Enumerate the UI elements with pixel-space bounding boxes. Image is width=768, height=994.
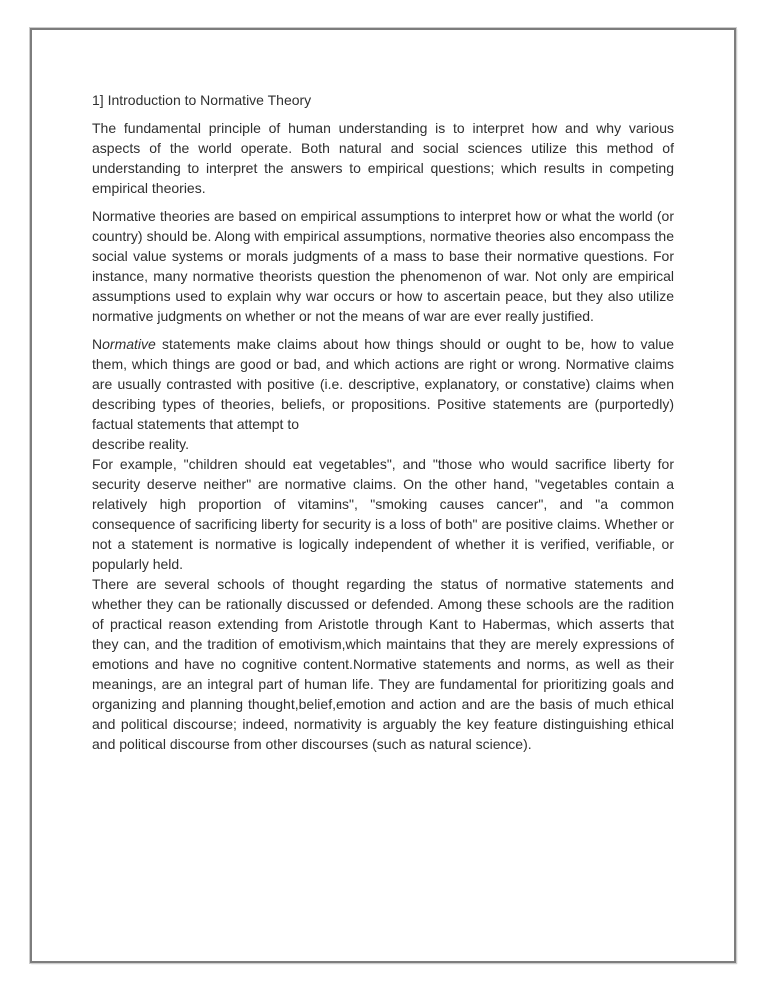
page-content bbox=[92, 90, 674, 754]
text-segment: Normative theories are based on empirical assumptions to interpret how or what the world (or country) should be. Along with empirical assumptions, normative theories also encompass the social value systems or morals judgments of a mass to base their normative questions. For instance, many normative theorists question the phenomenon of war. Not only are empirical assumptions used to explain why war occurs or how to ascertain peace, but they also utilize normative judgments on whether or not the means of war are ever really justified. bbox=[92, 208, 674, 324]
para-examples bbox=[92, 454, 674, 574]
para-normative-theories bbox=[92, 206, 674, 326]
para-normative-statements bbox=[92, 334, 674, 454]
document-heading: 1] Introduction to Normative Theory bbox=[92, 92, 312, 108]
text-segment: describe reality. bbox=[92, 436, 190, 452]
text-segment: For example, "children should eat vegetables", and "those who would sacrifice liberty for security deserve neither" are normative claims. On the other hand, "vegetables contain a relatively high proportion of vitamins", "smoking causes cancer", and "a common consequence of sacrificing liberty for security is a loss of both" are positive claims. Whether or not a statement is normative is logically independent of whether it is verified, verifiable, or popularly held. bbox=[92, 456, 674, 572]
text-segment: ormative bbox=[102, 336, 156, 352]
document-body bbox=[92, 118, 674, 754]
para-schools-of-thought bbox=[92, 574, 674, 754]
text-segment: N bbox=[92, 336, 103, 352]
page-frame bbox=[30, 28, 736, 963]
text-segment: statements make claims about how things should or ought to be, how to value them, which things are good or bad, and which actions are right or wrong. Normative claims are usually contrasted with positive (i.e. descriptive, explanatory, or constative) claims when describing types of theories, beliefs, or propositions. Positive statements are (purportedly) factual statements that attempt to bbox=[92, 336, 674, 432]
text-segment: There are several schools of thought regarding the status of normative statements and whether they can be rationally discussed or defended. Among these schools are the radition of practical reason extending from Aristotle through Kant to Habermas, which asserts that they can, and the tradition of emotivism,which maintains that they are merely expressions of emotions and have no cognitive content.Normative statements and norms, as well as their meanings, are an integral part of human life. They are fundamental for prioritizing goals and organizing and planning thought,belief,emotion and action and are the basis of much ethical and political discourse; indeed, normativity is arguably the key feature distinguishing ethical and political discourse from other discourses (such as natural science). bbox=[92, 576, 674, 752]
para-human-understanding bbox=[92, 118, 674, 198]
text-segment: The fundamental principle of human understanding is to interpret how and why various aspects of the world operate. Both natural and social sciences utilize this method of understanding to interpret the answers to empirical questions; which results in competing empirical theories. bbox=[92, 120, 674, 196]
